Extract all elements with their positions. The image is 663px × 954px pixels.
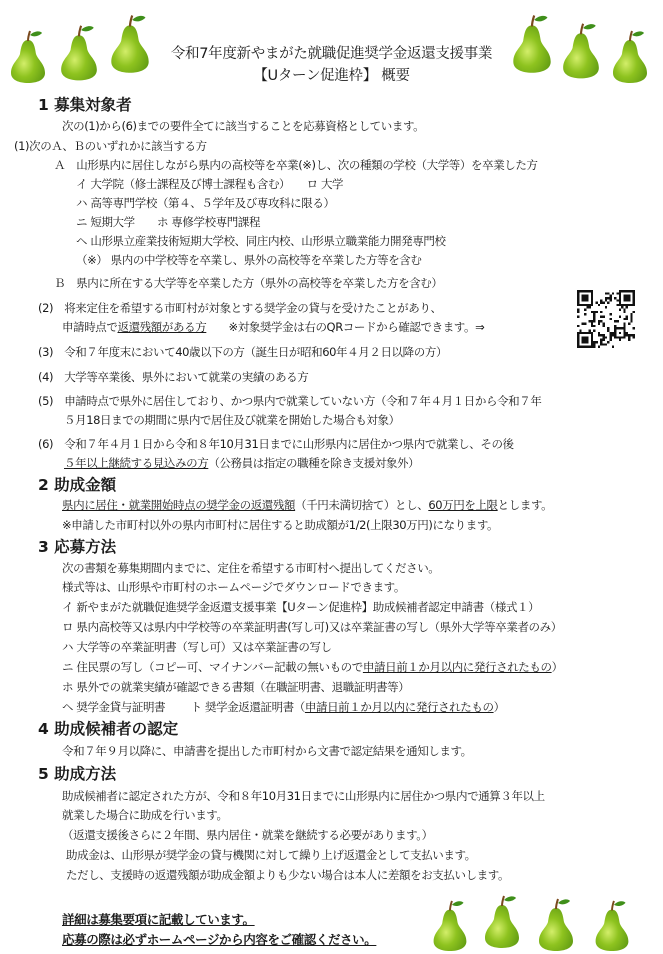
s3-ro: ロ 県内高校等又は県内中学校等の卒業証明書(写し可)又は卒業証書の写し（県外大学等卒業者のみ） bbox=[62, 620, 562, 634]
s1-a-he: ヘ 山形県立産業技術短期大学校、同庄内校、山形県立職業能力開発専門校 bbox=[76, 234, 446, 248]
pear-icon bbox=[510, 12, 554, 74]
s1-p1: (1)次のＡ、Ｂのいずれかに該当する方 bbox=[14, 139, 207, 153]
pear-icon bbox=[536, 896, 576, 952]
s5-l4: 助成金は、山形県が奨学金の貸与機関に対して繰り上げ返還金として支払います。 bbox=[66, 848, 476, 862]
s1-p5b: ５月18日までの期間に県内で居住及び就業を開始した場合も対象） bbox=[64, 413, 400, 427]
pear-icon bbox=[592, 898, 632, 952]
s5-l1: 助成候補者に認定された方が、令和８年10月31日までに山形県内に居住かつ県内で通算３年以上 bbox=[62, 789, 545, 803]
s3-l1: 次の書類を募集期間内までに、定住を希望する市町村へ提出してください。 bbox=[62, 561, 440, 575]
s5-l3: （返還支援後さらに２年間、県内居住・就業を継続する必要があります。） bbox=[62, 828, 433, 842]
pear-icon bbox=[8, 28, 48, 84]
section-1-heading: 1 募集対象者 bbox=[38, 96, 132, 114]
section-4-heading: 4 助成候補者の認定 bbox=[38, 720, 179, 738]
pear-icon bbox=[560, 20, 602, 80]
s5-l5: ただし、支援時の返還残額が助成金額よりも少ない場合は本人に差額をお支払いします。 bbox=[66, 868, 510, 882]
section-2-heading: 2 助成金額 bbox=[38, 476, 117, 494]
s1-p5a: (5) 申請時点で県外に居住しており、かつ県内で就業していない方（令和７年４月１日から令和７年 bbox=[38, 394, 542, 408]
s1-p4: (4) 大学等卒業後、県外において就業の実績のある方 bbox=[38, 370, 309, 384]
page-subtitle: 【Uターン促進枠】 概要 bbox=[253, 68, 410, 84]
s1-a-i: イ 大学院（修士課程及び博士課程も含む） ロ 大学 bbox=[76, 177, 344, 191]
s1-intro: 次の(1)から(6)までの要件全てに該当することを応募資格としています。 bbox=[62, 119, 425, 133]
s1-a: Ａ 山形県内に居住しながら県内の高校等を卒業(※)し、次の種類の学校（大学等）を卒業した方 bbox=[54, 158, 538, 172]
footer-line-2: 応募の際は必ずホームページから内容をご確認ください。 bbox=[62, 932, 377, 947]
pear-icon bbox=[430, 898, 470, 952]
s1-b: Ｂ 県内に所在する大学等を卒業した方（県外の高校等を卒業した方を含む） bbox=[54, 276, 443, 290]
s3-ni: ニ 住民票の写し（コピー可、マイナンバー記載の無いもので申請日前１か月以内に発行されたもの） bbox=[62, 660, 563, 674]
s1-p2b: 申請時点で返還残額がある方 ※対象奨学金は右のQRコードから確認できます。⇒ bbox=[62, 320, 485, 334]
pear-icon bbox=[58, 22, 100, 82]
s1-p6b: ５年以上継続する見込みの方（公務員は指定の職種を除き支援対象外） bbox=[64, 456, 420, 470]
s2-l2: ※申請した市町村以外の県内市町村に居住すると助成額が1/2(上限30万円)になります。 bbox=[62, 518, 499, 532]
s1-p2a: (2) 将来定住を希望する市町村が対象とする奨学金の貸与を受けたことがあり、 bbox=[38, 301, 442, 315]
s1-a-ha: ハ 高等専門学校（第４、５学年及び専攻科に限る） bbox=[76, 196, 335, 210]
s3-he: ヘ 奨学金貸与証明書 ト 奨学金返還証明書（申請日前１か月以内に発行されたもの） bbox=[62, 700, 505, 714]
s1-a-note: （※） 県内の中学校等を卒業し、県外の高校等を卒業した方等を含む bbox=[76, 253, 422, 267]
s3-ha: ハ 大学等の卒業証明書（写し可）又は卒業証書の写し bbox=[62, 640, 332, 654]
qr-code[interactable] bbox=[577, 290, 635, 348]
s5-l2: 就業した場合に助成を行います。 bbox=[62, 808, 228, 822]
s3-ho: ホ 県外での就業実績が確認できる書類（在職証明書、退職証明書等） bbox=[62, 680, 410, 694]
s1-a-ni: ニ 短期大学 ホ 専修学校専門課程 bbox=[76, 215, 261, 229]
section-3-heading: 3 応募方法 bbox=[38, 538, 117, 556]
s2-l1: 県内に居住・就業開始時点の奨学金の返還残額（千円未満切捨て）とし、60万円を上限とします。 bbox=[62, 498, 553, 512]
s4-l1: 令和７年９月以降に、申請書を提出した市町村から文書で認定結果を通知します。 bbox=[62, 744, 472, 758]
page-title: 令和7年度新やまがた就職促進奨学金返還支援事業 bbox=[170, 46, 493, 62]
pear-icon bbox=[108, 12, 152, 74]
footer-line-1: 詳細は募集要項に記載しています。 bbox=[62, 912, 255, 927]
s1-p6a: (6) 令和７年４月１日から令和８年10月31日までに山形県内に居住かつ県内で就業し、その後 bbox=[38, 437, 514, 451]
pear-icon bbox=[610, 28, 650, 84]
section-5-heading: 5 助成方法 bbox=[38, 765, 117, 783]
s1-p3: (3) 令和７年度末において40歳以下の方（誕生日が昭和60年４月２日以降の方） bbox=[38, 345, 448, 359]
pear-icon bbox=[482, 892, 522, 950]
s3-i: イ 新やまがた就職促進奨学金返還支援事業【Uターン促進枠】助成候補者認定申請書（様式１） bbox=[62, 600, 540, 614]
s3-l2: 様式等は、山形県や市町村のホームページでダウンロードできます。 bbox=[62, 580, 405, 594]
